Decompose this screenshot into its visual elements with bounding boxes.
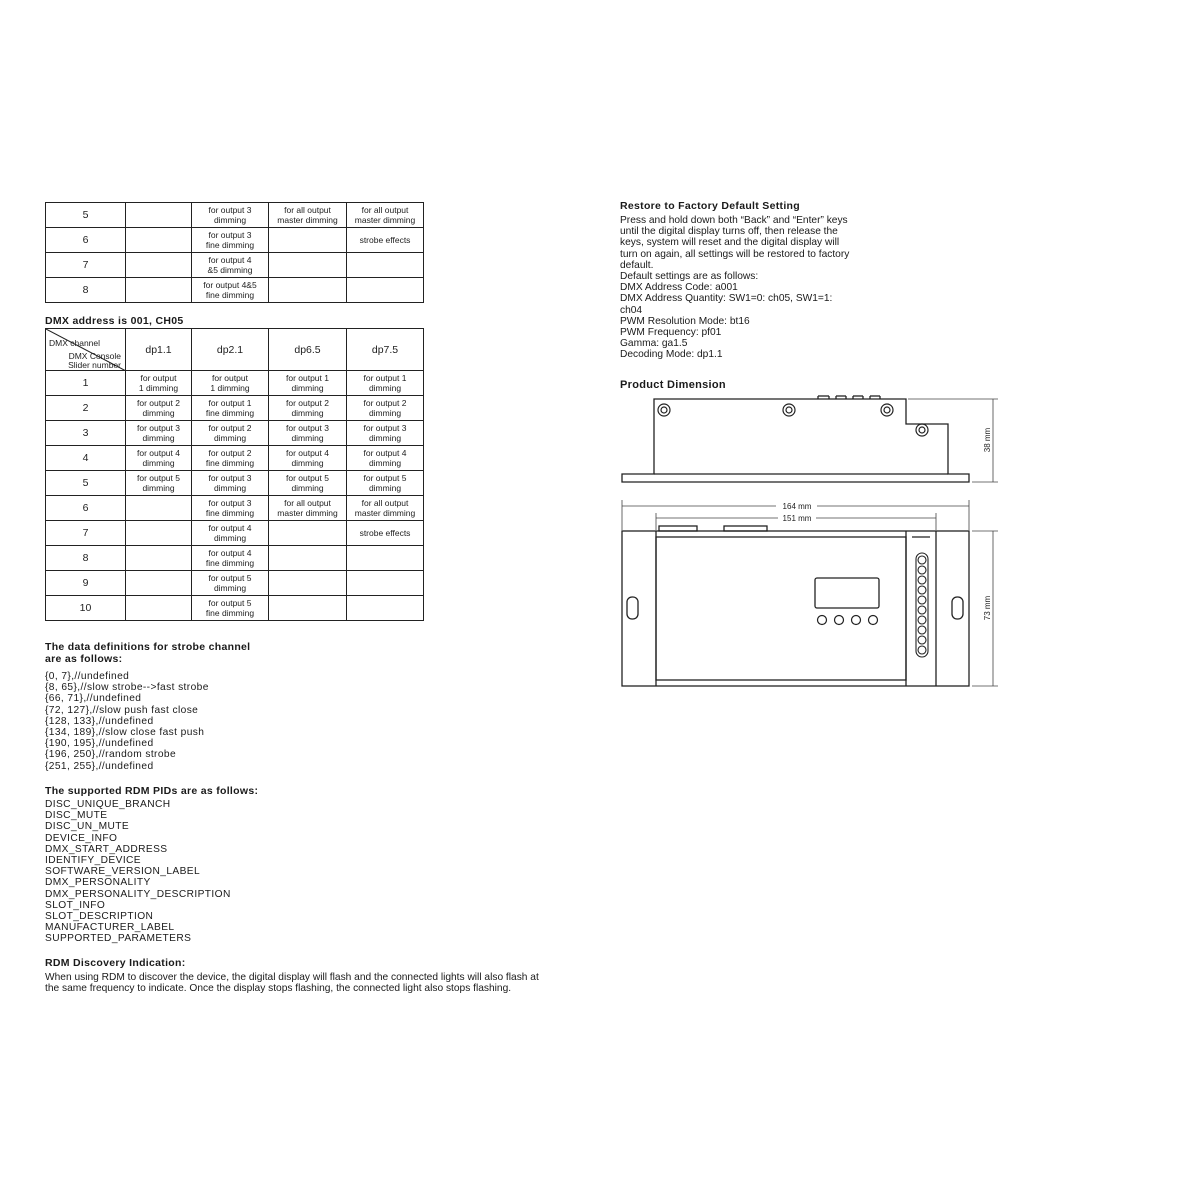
terminal-pin-icon	[918, 616, 926, 624]
list-item: {8, 65},//slow strobe-->fast strobe	[45, 682, 209, 694]
screw-icons	[658, 404, 928, 436]
list-item: IDENTIFY_DEVICE	[45, 855, 142, 867]
table-cell: for all output master dimming	[347, 203, 424, 228]
terminal-pin-icon	[918, 576, 926, 584]
list-item: {251, 255},//undefined	[45, 760, 154, 772]
table-cell: for output 2 fine dimming	[192, 446, 269, 471]
table-title: DMX address is 001, CH05	[45, 315, 184, 327]
depth-label: 73 mm	[983, 595, 992, 621]
top-view	[622, 526, 969, 686]
terminal-pin-icon	[918, 556, 926, 564]
table-cell: for output 5 dimming	[269, 471, 347, 496]
list-item: SLOT_DESCRIPTION	[45, 911, 154, 923]
table-cell: for output 3 dimming	[192, 203, 269, 228]
channel-number-cell: 3	[46, 421, 126, 446]
table-cell: for output 3 fine dimming	[192, 228, 269, 253]
strobe-heading: The data definitions for strobe channel are as follows:	[45, 641, 251, 665]
rdm-discovery-heading: RDM Discovery Indication:	[45, 957, 186, 969]
table-cell: for output 3 dimming	[347, 421, 424, 446]
table-cell: for output 1 dimming	[347, 371, 424, 396]
channel-number-cell: 6	[46, 228, 126, 253]
list-item: {0, 7},//undefined	[45, 671, 130, 682]
table-cell: for output 5 fine dimming	[192, 596, 269, 621]
table-cell: for all output master dimming	[347, 496, 424, 521]
channel-number-cell: 1	[46, 371, 126, 396]
corner-top-label: DMX Console Slider number	[68, 350, 121, 370]
table-cell: for all output master dimming	[269, 203, 347, 228]
table-cell: strobe effects	[347, 228, 424, 253]
column-header: dp2.1	[192, 329, 269, 371]
terminal-pin-icon	[918, 606, 926, 614]
table-cell: for output 2 dimming	[192, 421, 269, 446]
list-item: DISC_MUTE	[45, 810, 108, 822]
terminal-pin-icon	[918, 586, 926, 594]
table-cell: for output 1 dimming	[269, 371, 347, 396]
width-inner-label: 151 mm	[782, 514, 812, 523]
column-header: dp1.1	[126, 329, 192, 371]
list-item: SLOT_INFO	[45, 899, 106, 911]
table-cell: for output 4 fine dimming	[192, 546, 269, 571]
table-cell: strobe effects	[347, 521, 424, 546]
terminal-pin-icon	[918, 636, 926, 644]
table-cell: for output 4 dimming	[269, 446, 347, 471]
table-cell: for output 2 dimming	[269, 396, 347, 421]
list-item: DEVICE_INFO	[45, 832, 118, 844]
list-item: DISC_UNIQUE_BRANCH	[45, 799, 171, 810]
channel-number-cell: 7	[46, 521, 126, 546]
table-cell: for output 5 dimming	[126, 471, 192, 496]
channel-number-cell: 5	[46, 471, 126, 496]
rdm-pids-heading: The supported RDM PIDs are as follows:	[45, 785, 259, 797]
channel-number-cell: 8	[46, 278, 126, 303]
list-item: DISC_UN_MUTE	[45, 821, 130, 833]
list-item: {66, 71},//undefined	[45, 693, 142, 705]
list-item: SUPPORTED_PARAMETERS	[45, 933, 192, 945]
terminal-pin-icon	[918, 566, 926, 574]
channel-number-cell: 6	[46, 496, 126, 521]
button-icons	[818, 616, 878, 625]
rdm-discovery-text: When using RDM to discover the device, the digital display will flash and the connected lights will also flash at the same frequency to indicate. Once the display stops flashing, the connected light also stops flashing.	[45, 972, 539, 995]
list-item: {190, 195},//undefined	[45, 738, 154, 750]
table-cell: for output 1 dimming	[126, 371, 192, 396]
list-item: {128, 133},//undefined	[45, 715, 154, 727]
terminal-pin-icon	[918, 626, 926, 634]
channel-number-cell: 2	[46, 396, 126, 421]
channel-number-cell: 8	[46, 546, 126, 571]
table-cell: for output 4 &5 dimming	[192, 253, 269, 278]
restore-heading: Restore to Factory Default Setting	[620, 200, 800, 212]
channel-number-cell: 5	[46, 203, 126, 228]
list-item: DMX_PERSONALITY	[45, 877, 151, 889]
list-item: MANUFACTURER_LABEL	[45, 922, 175, 934]
terminal-pin-icon	[918, 646, 926, 654]
table-cell: for output 2 dimming	[347, 396, 424, 421]
table-cell: for output 3 dimming	[269, 421, 347, 446]
list-item: {72, 127},//slow push fast close	[45, 704, 199, 716]
table-cell: for output 3 dimming	[192, 471, 269, 496]
channel-number-cell: 9	[46, 571, 126, 596]
width-outer-label: 164 mm	[782, 502, 812, 511]
list-item: {134, 189},//slow close fast push	[45, 727, 205, 739]
channel-number-cell: 4	[46, 446, 126, 471]
column-header: dp6.5	[269, 329, 347, 371]
list-item: DMX_PERSONALITY_DESCRIPTION	[45, 888, 231, 900]
channel-number-cell: 10	[46, 596, 126, 621]
table-cell: for output 4 dimming	[347, 446, 424, 471]
list-item: SOFTWARE_VERSION_LABEL	[45, 866, 201, 878]
table-cell: for output 4 dimming	[126, 446, 192, 471]
corner-bottom-label: DMX channel	[49, 337, 101, 348]
list-item: {196, 250},//random strobe	[45, 749, 177, 761]
height-label: 38 mm	[983, 427, 992, 453]
table-cell: for output 5 dimming	[192, 571, 269, 596]
table-cell: for all output master dimming	[269, 496, 347, 521]
table-cell: for output 3 dimming	[126, 421, 192, 446]
terminal-pin-icon	[918, 596, 926, 604]
column-header: dp7.5	[347, 329, 424, 371]
table-cell: for output 5 dimming	[347, 471, 424, 496]
dimension-heading: Product Dimension	[620, 379, 726, 391]
table-cell: for output 3 fine dimming	[192, 496, 269, 521]
table-cell: for output 4 dimming	[192, 521, 269, 546]
list-item: DMX_START_ADDRESS	[45, 843, 168, 855]
table-cell: for output 2 dimming	[126, 396, 192, 421]
table-cell: for output 1 dimming	[192, 371, 269, 396]
restore-text: Press and hold down both “Back” and “Enter” keys until the digital display turns off, then release the keys, system will reset and the digital display will turn on again, all settings will be restored to factory default. Default settings are as follows: DMX Address Code: a001 DMX Address Quantity: SW1=0: ch05, SW1=1: ch04 PWM Resolution Mode: bt16 PWM Frequency: pf01 Gamma: ga1.5 Decoding Mode: dp1.1	[620, 215, 850, 361]
table-cell: for output 1 fine dimming	[192, 396, 269, 421]
table-cell: for output 4&5 fine dimming	[192, 278, 269, 303]
channel-number-cell: 7	[46, 253, 126, 278]
terminal-block	[916, 553, 928, 657]
